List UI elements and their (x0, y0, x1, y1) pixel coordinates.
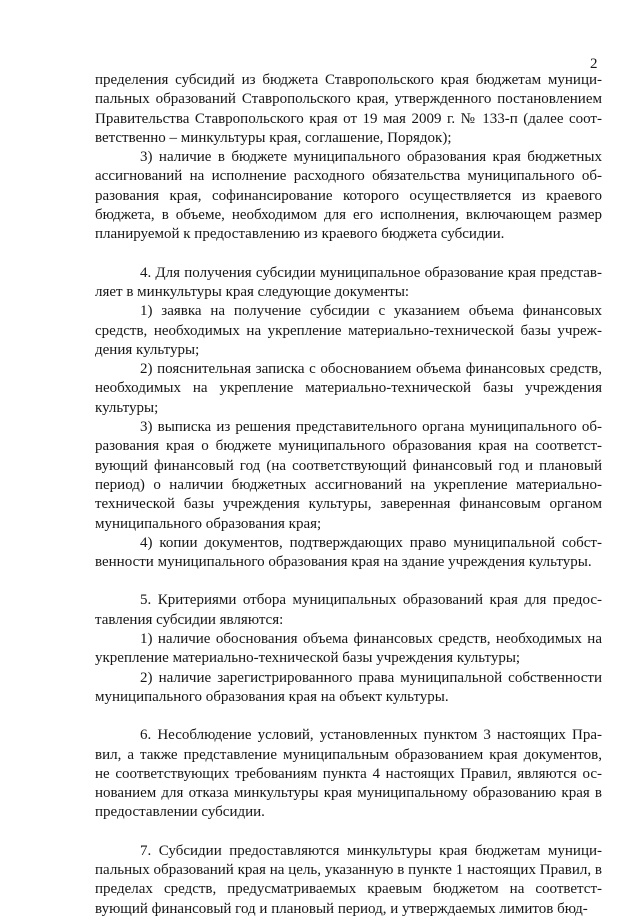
paragraph-section-4-item-1: 1) заявка на получение субсидии с указанием объема финансовых средств, необходимых на укрепление материально-технической базы учреждения культуры; (95, 303, 602, 358)
document-body (95, 71, 602, 919)
paragraph-section-4-item-3: 3) выписка из решения представительного органа муниципального образования края о бюджете муниципального образования края на соответствующий финансовый год (на соответствующий финансовый год и плановый период) о наличии бюджетных ассигнований на укрепление материально-технической базы учреждения культуры, заверенная финансовым органом муниципального образования края; (95, 419, 602, 532)
paragraph-section-5-item-2: 2) наличие зарегистрированного права муниципальной собственности муниципального образования края на объект культуры. (95, 669, 602, 705)
paragraph-procedure-continuation: пределения субсидий из бюджета Ставропольского края бюджетам муниципальных образований Ставропольского края, утвержденного постановлением Правительства Ставропольского края от 19 мая 2009 г. № 133-п (далее соответственно – минкультуры края, соглашение, Порядок); (95, 72, 602, 146)
page-number: 2 (590, 56, 598, 72)
paragraph-section-4-item-2: 2) пояснительная записка с обоснованием объема финансовых средств, необходимых на укрепление материально-технической базы учреждения культуры; (95, 361, 602, 416)
paragraph-condition-3: 3) наличие в бюджете муниципального образования края бюджетных ассигнований на исполнение расходного обязательства муниципального образования края, софинансирование которого осуществляется из краевого бюджета, в объеме, необходимом для его исполнения, включающем размер планируемой к предоставлению из краевого бюджета субсидии. (95, 149, 602, 243)
paragraph-section-7: 7. Субсидии предоставляются минкультуры края бюджетам муниципальных образований края на цель, указанную в пункте 1 настоящих Правил, в пределах средств, предусматриваемых краевым бюджетом на соответствующий финансовый год и плановый период, и утверждаемых лимитов бюд- (95, 842, 602, 917)
paragraph-section-5-item-1: 1) наличие обоснования объема финансовых средств, необходимых на укрепление материально-технической базы учреждения культуры; (95, 631, 602, 667)
paragraph-section-5: 5. Критериями отбора муниципальных образований края для предоставления субсидии являются: (95, 592, 602, 628)
paragraph-section-6: 6. Несоблюдение условий, установленных пунктом 3 настоящих Правил, а также представление муниципальным образованием края документов, не соответствующих требованиям пункта 4 настоящих Правил, являются основанием для отказа минкультуры края муниципальному образованию края в предоставлении субсидии. (95, 727, 602, 821)
paragraph-section-4: 4. Для получения субсидии муниципальное образование края представляет в минкультуры края следующие документы: (95, 264, 602, 300)
paragraph-section-4-item-4: 4) копии документов, подтверждающих право муниципальной собственности муниципального образования края на здание учреждения культуры. (95, 534, 602, 571)
